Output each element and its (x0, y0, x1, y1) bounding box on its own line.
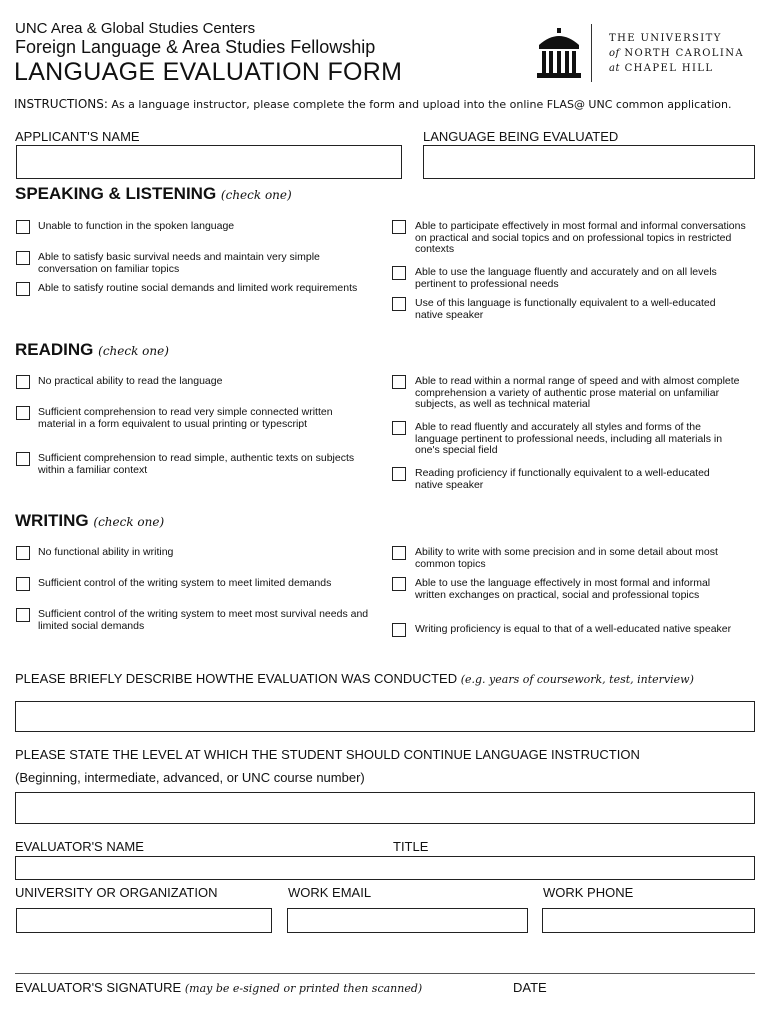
logo-divider (591, 24, 592, 82)
reading-hint: (check one) (98, 344, 169, 358)
wordmark-line-2: NORTH CAROLINA (624, 48, 744, 59)
instructions (14, 97, 731, 111)
speaking-option-4-checkbox[interactable] (392, 220, 406, 234)
applicant-name-label: APPLICANT'S NAME (15, 129, 140, 144)
speaking-option-3-label: Able to satisfy routine social demands and limited work requirements (38, 282, 358, 294)
level-label: PLEASE STATE THE LEVEL AT WHICH THE STUDENT SHOULD CONTINUE LANGUAGE INSTRUCTION (15, 747, 640, 762)
writing-option-4-checkbox[interactable] (392, 546, 406, 560)
writing-hint: (check one) (93, 515, 165, 529)
reading-option-3-checkbox[interactable] (16, 452, 30, 466)
speaking-option-1-checkbox[interactable] (16, 220, 30, 234)
writing-option-2-checkbox[interactable] (16, 577, 30, 591)
header-fellowship: Foreign Language & Area Studies Fellowship (15, 37, 376, 57)
wordmark-at: at (609, 63, 620, 74)
writing-option-1-checkbox[interactable] (16, 546, 30, 560)
reading-title-text: READING (15, 340, 94, 359)
wordmark-of: of (609, 48, 620, 59)
writing-option-5-checkbox[interactable] (392, 577, 406, 591)
signature-hint: (may be e-signed or printed then scanned) (184, 982, 423, 995)
wordmark-line-1: THE UNIVERSITY (609, 33, 722, 44)
signature-line[interactable] (15, 973, 755, 974)
reading-option-3-label: Sufficient comprehension to read simple, authentic texts on subjects within a familiar context (38, 452, 355, 476)
instructions-text: As a language instructor, please complete the form and upload into the online FLAS@ UNC common application. (111, 98, 732, 111)
reading-option-1-label: No practical ability to read the language (38, 375, 223, 387)
reading-option-5-checkbox[interactable] (392, 421, 406, 435)
writing-option-2-label: Sufficient control of the writing system to meet limited demands (38, 577, 332, 589)
reading-option-2-label: Sufficient comprehension to read very simple connected written material in a form equivalent to usual printing or typescript (38, 406, 333, 430)
speaking-option-5-label: Able to use the language fluently and accurately and on all levels pertinent to professional needs (415, 266, 717, 290)
speaking-section-title (15, 184, 292, 204)
describe-input[interactable] (15, 701, 755, 732)
writing-option-4-label: Ability to write with some precision and in some detail about most common topics (415, 546, 718, 570)
speaking-option-6-checkbox[interactable] (392, 297, 406, 311)
speaking-option-2-checkbox[interactable] (16, 251, 30, 265)
speaking-option-5-checkbox[interactable] (392, 266, 406, 280)
speaking-option-3-checkbox[interactable] (16, 282, 30, 296)
reading-option-1-checkbox[interactable] (16, 375, 30, 389)
email-input[interactable] (287, 908, 528, 933)
speaking-option-2-label: Able to satisfy basic survival needs and maintain very simple conversation on familiar topics (38, 251, 320, 275)
phone-label: WORK PHONE (543, 885, 634, 900)
writing-option-3-label: Sufficient control of the writing system to meet most survival needs and limited social demands (38, 608, 369, 632)
applicant-name-input[interactable] (16, 145, 402, 179)
reading-section-title (15, 340, 169, 360)
writing-option-5-label: Able to use the language effectively in most formal and informal written exchanges on practical, social and professional topics (415, 577, 711, 601)
university-wordmark (609, 31, 744, 76)
describe-hint: (e.g. years of coursework, test, interview) (460, 673, 694, 686)
evaluator-name-label: EVALUATOR'S NAME (15, 839, 144, 854)
speaking-option-4-label: Able to participate effectively in most formal and informal conversations on practical and social topics and on professional topics in restricted contexts (415, 220, 746, 255)
level-sublabel: (Beginning, intermediate, advanced, or UNC course number) (15, 770, 365, 785)
evaluator-title-label: TITLE (393, 839, 429, 854)
signature-label-row (15, 980, 422, 995)
describe-label: PLEASE BRIEFLY DESCRIBE HOWTHE EVALUATION WAS CONDUCTED (15, 671, 458, 686)
writing-option-6-label: Writing proficiency is equal to that of a well-educated native speaker (415, 623, 732, 635)
reading-option-6-label: Reading proficiency if functionally equivalent to a well-educated native speaker (415, 467, 710, 491)
instructions-label: INSTRUCTIONS: (14, 97, 108, 111)
page-title: LANGUAGE EVALUATION FORM (14, 58, 403, 86)
speaking-title-text: SPEAKING & LISTENING (15, 184, 217, 203)
speaking-hint: (check one) (220, 188, 292, 202)
reading-option-4-label: Able to read within a normal range of speed and with almost complete comprehension a variety of authentic prose material on unfamiliar subjects, as well as technical material (415, 375, 740, 410)
writing-title-text: WRITING (15, 511, 89, 530)
wordmark-line-3: CHAPEL HILL (624, 63, 714, 74)
phone-input[interactable] (542, 908, 755, 933)
level-input[interactable] (15, 792, 755, 824)
language-input[interactable] (423, 145, 755, 179)
speaking-option-6-label: Use of this language is functionally equivalent to a well-educated native speaker (415, 297, 716, 321)
evaluator-name-title-input[interactable] (15, 856, 755, 880)
old-well-logo-icon (535, 25, 583, 83)
writing-section-title (15, 511, 164, 531)
writing-option-3-checkbox[interactable] (16, 608, 30, 622)
reading-option-6-checkbox[interactable] (392, 467, 406, 481)
date-label: DATE (513, 980, 547, 995)
describe-label-row (15, 671, 694, 686)
language-label: LANGUAGE BEING EVALUATED (423, 129, 619, 144)
reading-option-4-checkbox[interactable] (392, 375, 406, 389)
reading-option-5-label: Able to read fluently and accurately all styles and forms of the language pertinent to professional needs, including all materials in one's special field (415, 421, 723, 456)
email-label: WORK EMAIL (288, 885, 372, 900)
org-input[interactable] (16, 908, 272, 933)
signature-label: EVALUATOR'S SIGNATURE (15, 980, 182, 995)
org-label: UNIVERSITY OR ORGANIZATION (15, 885, 218, 900)
speaking-option-1-label: Unable to function in the spoken language (38, 220, 235, 232)
writing-option-1-label: No functional ability in writing (38, 546, 174, 558)
writing-option-6-checkbox[interactable] (392, 623, 406, 637)
reading-option-2-checkbox[interactable] (16, 406, 30, 420)
header-center-name: UNC Area & Global Studies Centers (15, 20, 256, 37)
